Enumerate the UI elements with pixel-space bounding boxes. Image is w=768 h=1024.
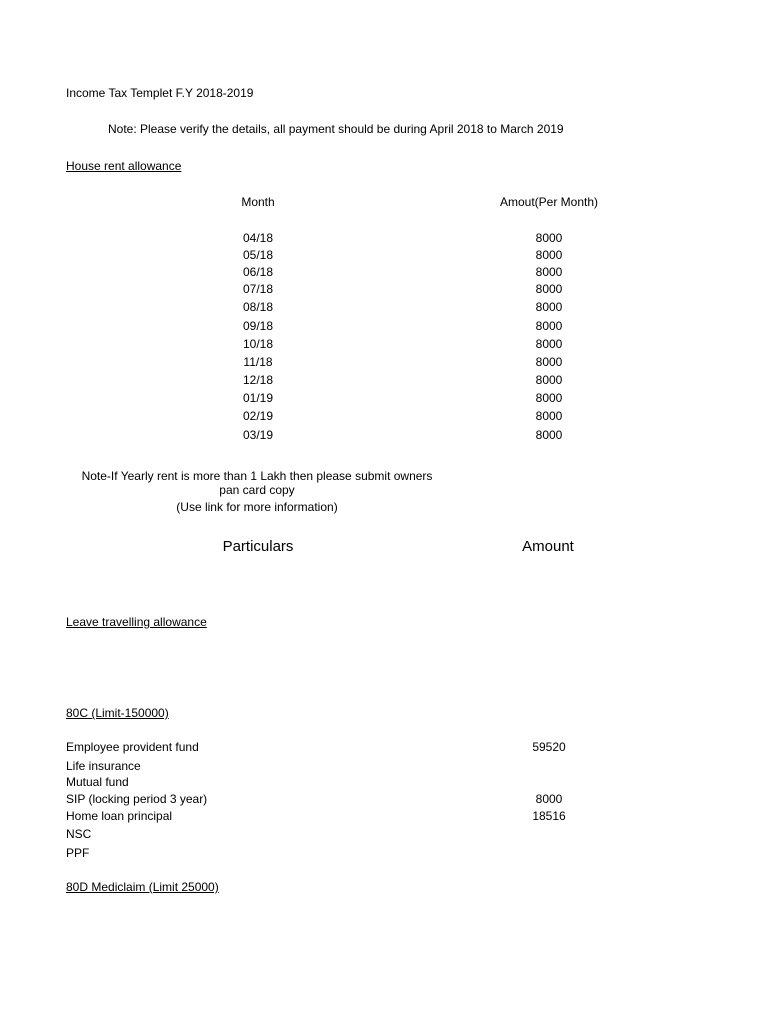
- table-row: [0, 283, 768, 297]
- item-label: SIP (locking period 3 year): [66, 792, 208, 806]
- item-amount: 8000: [535, 792, 563, 806]
- month-cell: 10/18: [242, 337, 274, 351]
- table-row: [0, 392, 768, 406]
- amount-cell: 8000: [535, 337, 563, 351]
- amount-cell: 8000: [535, 409, 563, 423]
- month-cell: 08/18: [242, 300, 274, 314]
- table-row: [0, 374, 768, 388]
- item-label: Home loan principal: [66, 809, 173, 823]
- table-row: [0, 320, 768, 334]
- list-item: [0, 760, 768, 774]
- list-item: [0, 776, 768, 790]
- hra-heading: House rent allowance: [66, 159, 182, 173]
- month-cell: 11/18: [243, 355, 273, 369]
- more-info-link[interactable]: (Use link for more information): [176, 500, 338, 514]
- item-label: PPF: [66, 846, 90, 860]
- amount-cell: 8000: [535, 319, 563, 333]
- month-cell: 12/18: [242, 373, 274, 387]
- lta-heading: Leave travelling allowance: [66, 615, 207, 629]
- amount-cell: 8000: [535, 282, 563, 296]
- month-cell: 04/18: [242, 231, 274, 245]
- particulars-header: Particulars: [222, 538, 294, 555]
- list-item: [0, 828, 768, 842]
- table-row: [0, 356, 768, 370]
- table-row: [0, 232, 768, 246]
- page-title: Income Tax Templet F.Y 2018-2019: [66, 86, 254, 100]
- amount-cell: 8000: [535, 248, 563, 262]
- hra-month-header: Month: [241, 195, 275, 209]
- month-cell: 09/18: [242, 319, 274, 333]
- list-item: [0, 847, 768, 861]
- table-row: [0, 338, 768, 352]
- amount-cell: 8000: [535, 300, 563, 314]
- table-row: [0, 249, 768, 263]
- month-cell: 07/18: [242, 282, 274, 296]
- month-cell: 06/18: [242, 265, 274, 279]
- sec80c-heading: 80C (Limit-150000): [66, 706, 169, 720]
- item-label: Life insurance: [66, 759, 141, 773]
- list-item: [0, 741, 768, 755]
- table-row: [0, 410, 768, 424]
- amount-cell: 8000: [535, 373, 563, 387]
- month-cell: 02/19: [242, 409, 274, 423]
- amount-cell: 8000: [535, 391, 563, 405]
- month-cell: 05/18: [242, 248, 274, 262]
- amount-cell: 8000: [535, 231, 563, 245]
- item-label: Employee provident fund: [66, 740, 199, 754]
- hra-amount-header: Amout(Per Month): [499, 195, 599, 209]
- rent-note-line1: Note-If Yearly rent is more than 1 Lakh then please submit owners: [81, 469, 433, 483]
- table-row: [0, 429, 768, 443]
- amount-header: Amount: [522, 538, 574, 555]
- item-amount: 59520: [532, 740, 566, 754]
- rent-note-line2: pan card copy: [219, 483, 295, 497]
- table-row: [0, 266, 768, 280]
- month-cell: 03/19: [242, 428, 274, 442]
- item-amount: 18516: [532, 809, 566, 823]
- sec80d-heading: 80D Mediclaim (Limit 25000): [66, 880, 219, 894]
- item-label: NSC: [66, 827, 92, 841]
- amount-cell: 8000: [535, 265, 563, 279]
- month-cell: 01/19: [242, 391, 274, 405]
- list-item: [0, 793, 768, 807]
- amount-cell: 8000: [535, 428, 563, 442]
- verify-note: Note: Please verify the details, all payment should be during April 2018 to March 2019: [108, 122, 564, 136]
- amount-cell: 8000: [535, 355, 563, 369]
- table-row: [0, 301, 768, 315]
- list-item: [0, 810, 768, 824]
- item-label: Mutual fund: [66, 775, 129, 789]
